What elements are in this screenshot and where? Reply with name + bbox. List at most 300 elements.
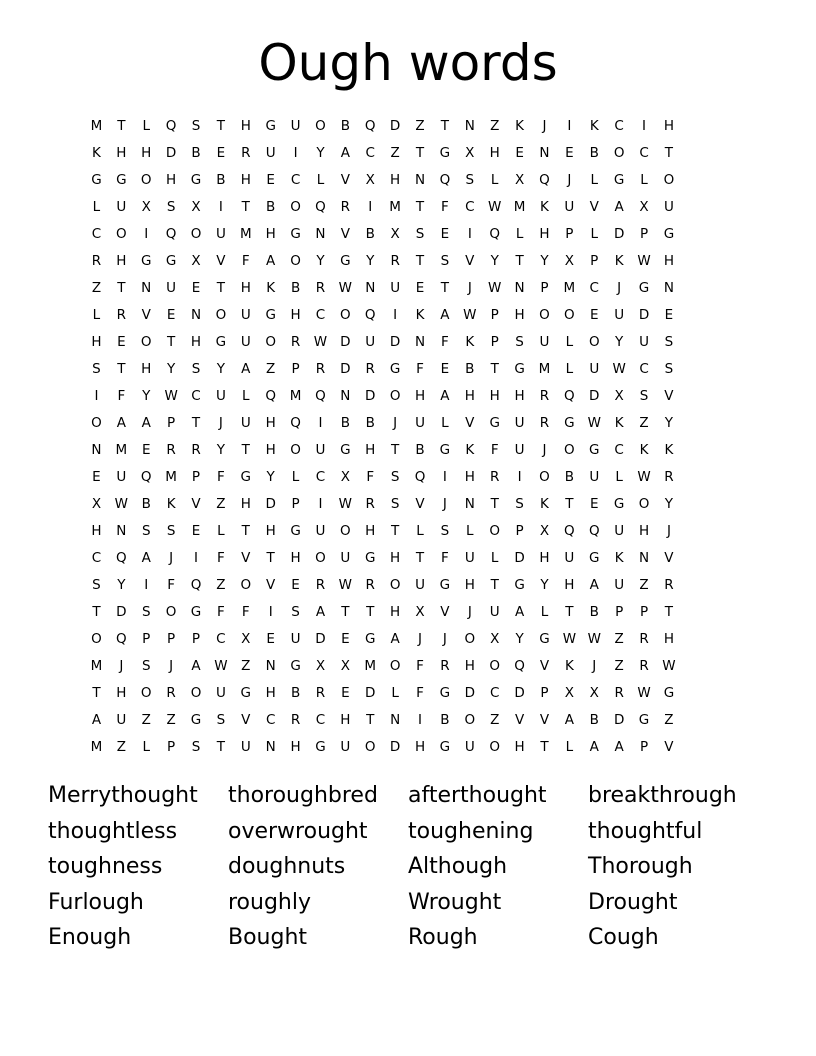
grid-letter: T: [216, 280, 226, 296]
grid-letter: S: [440, 523, 450, 539]
grid-letter: M: [115, 442, 128, 458]
grid-letter: T: [415, 253, 425, 269]
grid-letter: T: [664, 145, 674, 161]
grid-letter: S: [515, 496, 524, 512]
grid-letter: G: [240, 469, 252, 485]
grid-letter: T: [415, 550, 425, 566]
grid-letter: C: [315, 712, 326, 728]
grid-letter: G: [539, 631, 550, 647]
grid-letter: R: [315, 577, 326, 593]
grid-letter: C: [639, 145, 649, 161]
grid-letter: O: [140, 685, 152, 701]
grid-letter: G: [514, 361, 525, 377]
grid-letter: L: [92, 307, 101, 323]
grid-letter: U: [315, 442, 326, 458]
grid-letter: P: [639, 739, 649, 755]
grid-letter: H: [141, 145, 152, 161]
grid-letter: Q: [116, 550, 127, 566]
grid-letter: M: [389, 199, 401, 215]
grid-row: [84, 248, 732, 275]
grid-letter: H: [663, 631, 674, 647]
grid-letter: C: [465, 199, 475, 215]
grid-letter: W: [587, 631, 601, 647]
grid-row: [84, 572, 732, 599]
grid-letter: I: [94, 388, 99, 404]
grid-row: [84, 329, 732, 356]
grid-letter: M: [364, 658, 377, 674]
grid-letter: A: [440, 388, 450, 404]
grid-letter: P: [515, 523, 524, 539]
grid-letter: N: [539, 145, 550, 161]
word-list-item: Merrythought: [48, 783, 198, 808]
grid-letter: Q: [364, 307, 376, 323]
grid-letter: G: [489, 415, 500, 431]
grid-letter: G: [389, 361, 401, 377]
grid-letter: X: [614, 388, 624, 404]
grid-row: [84, 464, 732, 491]
grid-letter: N: [390, 712, 401, 728]
grid-letter: W: [338, 577, 353, 593]
grid-letter: N: [414, 172, 426, 188]
grid-letter: I: [318, 496, 323, 512]
grid-letter: Q: [290, 415, 301, 431]
grid-letter: E: [440, 226, 450, 242]
grid-letter: U: [215, 226, 226, 242]
grid-letter: U: [415, 577, 425, 593]
grid-letter: Y: [316, 253, 325, 269]
grid-letter: H: [464, 658, 475, 674]
grid-letter: G: [365, 550, 376, 566]
grid-letter: P: [565, 226, 574, 242]
grid-letter: U: [614, 307, 625, 323]
grid-letter: A: [564, 712, 574, 728]
grid-letter: H: [290, 307, 301, 323]
grid-letter: D: [116, 604, 127, 620]
grid-letter: Z: [216, 577, 226, 593]
grid-letter: G: [116, 172, 127, 188]
grid-letter: R: [91, 253, 102, 269]
grid-letter: T: [92, 685, 101, 701]
grid-letter: Z: [390, 145, 400, 161]
grid-letter: I: [642, 118, 647, 134]
grid-letter: U: [464, 550, 475, 566]
grid-letter: Z: [91, 280, 102, 296]
grid-letter: P: [167, 415, 176, 431]
grid-letter: Q: [315, 388, 326, 404]
grid-letter: S: [390, 469, 400, 485]
grid-letter: G: [190, 712, 202, 728]
grid-letter: H: [240, 118, 251, 134]
grid-letter: A: [589, 739, 599, 755]
grid-letter: L: [142, 118, 150, 134]
word-list-item: thoroughbred: [228, 783, 378, 808]
grid-letter: T: [366, 604, 375, 620]
grid-letter: W: [214, 658, 228, 674]
grid-letter: W: [612, 361, 626, 377]
grid-letter: I: [368, 199, 373, 215]
grid-letter: Q: [165, 226, 177, 242]
grid-letter: X: [91, 496, 102, 512]
grid-letter: D: [315, 631, 326, 647]
grid-letter: C: [315, 469, 326, 485]
word-list-item: thoughtful: [588, 818, 703, 844]
grid-letter: P: [191, 631, 201, 647]
grid-letter: Z: [614, 658, 624, 674]
grid-letter: O: [389, 658, 401, 674]
grid-letter: S: [92, 577, 101, 593]
grid-letter: Q: [116, 631, 127, 647]
word-list-item: Enough: [48, 925, 132, 951]
grid-letter: J: [442, 496, 447, 512]
grid-letter: G: [290, 523, 301, 539]
grid-letter: L: [416, 523, 424, 539]
grid-letter: S: [415, 226, 425, 242]
grid-letter: X: [390, 226, 400, 242]
grid-letter: E: [216, 145, 226, 161]
grid-letter: N: [638, 550, 650, 566]
grid-letter: A: [116, 415, 126, 431]
grid-letter: R: [290, 712, 301, 728]
grid-letter: D: [613, 226, 625, 242]
grid-letter: Q: [414, 469, 426, 485]
grid-letter: P: [167, 739, 176, 755]
grid-letter: O: [489, 739, 501, 755]
grid-letter: T: [117, 118, 126, 134]
grid-letter: V: [514, 712, 525, 728]
grid-letter: C: [191, 388, 201, 404]
grid-letter: I: [418, 712, 423, 728]
grid-letter: A: [241, 361, 251, 377]
grid-letter: P: [615, 604, 624, 620]
grid-letter: H: [265, 685, 276, 701]
grid-letter: W: [463, 307, 477, 323]
grid-letter: N: [91, 442, 102, 458]
grid-letter: J: [169, 550, 174, 566]
grid-letter: O: [165, 604, 177, 620]
grid-letter: W: [562, 631, 577, 647]
grid-row: [84, 437, 732, 464]
grid-letter: O: [265, 334, 276, 350]
grid-letter: H: [489, 388, 500, 404]
grid-letter: O: [364, 739, 376, 755]
grid-letter: G: [340, 442, 351, 458]
grid-letter: K: [266, 280, 276, 296]
word-list-item: thoughtless: [48, 818, 178, 844]
word-list-item: toughening: [408, 818, 534, 844]
grid-letter: Y: [664, 415, 674, 431]
grid-letter: I: [218, 199, 223, 215]
grid-letter: D: [613, 712, 625, 728]
grid-row: [84, 275, 732, 302]
grid-letter: O: [140, 172, 152, 188]
grid-letter: S: [191, 118, 201, 134]
grid-letter: O: [389, 577, 401, 593]
grid-letter: Y: [366, 253, 375, 269]
grid-letter: O: [638, 496, 650, 512]
grid-letter: G: [663, 226, 675, 242]
grid-letter: F: [441, 550, 449, 566]
grid-letter: Y: [117, 577, 126, 593]
word-list-item: roughly: [228, 889, 312, 915]
grid-letter: X: [141, 199, 151, 215]
grid-letter: M: [90, 739, 103, 755]
grid-letter: X: [315, 658, 326, 674]
grid-letter: X: [564, 685, 574, 701]
grid-letter: L: [316, 172, 325, 188]
grid-letter: U: [290, 118, 301, 134]
grid-letter: U: [663, 199, 674, 215]
grid-row: [84, 383, 732, 410]
grid-letter: F: [241, 253, 250, 269]
grid-letter: H: [564, 577, 575, 593]
grid-letter: E: [266, 172, 275, 188]
grid-letter: N: [365, 280, 376, 296]
grid-letter: D: [464, 685, 475, 701]
grid-letter: G: [190, 604, 202, 620]
grid-letter: R: [315, 280, 326, 296]
grid-letter: T: [391, 442, 400, 458]
grid-letter: R: [315, 685, 326, 701]
grid-letter: H: [390, 172, 401, 188]
grid-letter: W: [637, 253, 651, 269]
grid-letter: U: [639, 334, 649, 350]
grid-letter: L: [291, 469, 300, 485]
grid-letter: C: [639, 361, 649, 377]
grid-letter: T: [166, 334, 176, 350]
grid-letter: H: [464, 469, 475, 485]
grid-letter: E: [266, 631, 275, 647]
grid-letter: R: [241, 145, 251, 161]
grid-letter: B: [340, 118, 350, 134]
grid-letter: H: [414, 739, 426, 755]
grid-letter: Y: [540, 253, 549, 269]
grid-letter: V: [465, 253, 475, 269]
grid-letter: L: [640, 172, 648, 188]
grid-letter: Z: [490, 118, 500, 134]
grid-letter: V: [266, 577, 276, 593]
grid-letter: O: [489, 523, 501, 539]
grid-letter: R: [664, 469, 674, 485]
grid-letter: T: [490, 577, 499, 593]
grid-row: [84, 140, 732, 167]
grid-letter: T: [490, 496, 499, 512]
grid-letter: T: [415, 199, 425, 215]
grid-letter: O: [663, 172, 675, 188]
grid-letter: U: [240, 334, 251, 350]
grid-letter: H: [116, 145, 127, 161]
grid-letter: U: [589, 469, 600, 485]
grid-letter: U: [614, 577, 625, 593]
grid-letter: G: [91, 172, 102, 188]
grid-letter: J: [592, 658, 597, 674]
grid-letter: A: [589, 577, 599, 593]
grid-letter: U: [514, 442, 525, 458]
grid-letter: F: [241, 604, 250, 620]
grid-letter: O: [613, 145, 625, 161]
grid-letter: X: [539, 523, 550, 539]
grid-letter: T: [440, 280, 450, 296]
grid-letter: A: [340, 145, 350, 161]
grid-letter: U: [290, 631, 301, 647]
grid-letter: E: [565, 145, 574, 161]
grid-letter: E: [191, 523, 201, 539]
grid-letter: I: [517, 469, 522, 485]
grid-letter: H: [166, 172, 177, 188]
grid-letter: C: [216, 631, 226, 647]
grid-letter: H: [539, 226, 550, 242]
grid-letter: S: [440, 253, 450, 269]
grid-letter: O: [588, 334, 600, 350]
grid-letter: U: [589, 361, 600, 377]
grid-letter: D: [389, 118, 401, 134]
grid-letter: B: [365, 415, 375, 431]
grid-letter: T: [241, 199, 250, 215]
grid-letter: L: [565, 739, 574, 755]
grid-letter: R: [390, 253, 400, 269]
grid-letter: H: [240, 280, 251, 296]
grid-letter: G: [165, 253, 177, 269]
grid-letter: S: [291, 604, 300, 620]
grid-letter: H: [539, 550, 550, 566]
grid-letter: D: [638, 307, 650, 323]
grid-letter: K: [564, 658, 574, 674]
grid-letter: F: [217, 604, 225, 620]
word-list-item: Drought: [588, 889, 678, 915]
grid-letter: Z: [141, 712, 151, 728]
grid-letter: D: [265, 496, 276, 512]
grid-letter: J: [666, 523, 671, 539]
grid-letter: H: [390, 550, 401, 566]
grid-letter: P: [639, 604, 649, 620]
grid-letter: F: [490, 442, 499, 458]
grid-row: [84, 356, 732, 383]
grid-letter: H: [414, 388, 426, 404]
grid-letter: H: [464, 577, 475, 593]
grid-letter: F: [416, 361, 424, 377]
grid-letter: Z: [639, 577, 649, 593]
grid-letter: L: [565, 361, 574, 377]
grid-letter: Y: [316, 145, 325, 161]
grid-letter: F: [167, 577, 175, 593]
grid-letter: G: [439, 577, 451, 593]
grid-letter: I: [194, 550, 198, 566]
grid-letter: G: [638, 712, 650, 728]
grid-letter: Y: [166, 361, 176, 377]
grid-letter: O: [464, 712, 476, 728]
grid-letter: K: [614, 253, 624, 269]
grid-letter: V: [465, 415, 475, 431]
grid-letter: V: [589, 199, 599, 215]
grid-letter: L: [217, 523, 225, 539]
grid-letter: Y: [540, 577, 549, 593]
word-list-item: toughness: [48, 854, 163, 880]
grid-letter: M: [563, 280, 576, 296]
grid-letter: G: [365, 631, 376, 647]
word-list-item: breakthrough: [588, 783, 737, 808]
grid-row: [84, 518, 732, 545]
word-list-item: Although: [408, 854, 508, 880]
grid-letter: T: [540, 739, 549, 755]
grid-letter: H: [514, 739, 525, 755]
grid-letter: G: [340, 253, 351, 269]
grid-letter: O: [315, 550, 326, 566]
grid-letter: K: [92, 145, 101, 161]
grid-letter: N: [340, 388, 351, 404]
grid-letter: H: [265, 442, 276, 458]
grid-row: [84, 302, 732, 329]
grid-letter: V: [241, 712, 251, 728]
grid-letter: J: [418, 631, 423, 647]
grid-letter: B: [141, 496, 151, 512]
grid-letter: W: [488, 199, 502, 215]
grid-letter: U: [240, 307, 251, 323]
grid-letter: Q: [265, 388, 276, 404]
grid-letter: V: [539, 658, 550, 674]
grid-letter: C: [91, 226, 102, 242]
grid-letter: H: [464, 388, 475, 404]
grid-letter: M: [165, 469, 177, 485]
grid-letter: L: [590, 172, 599, 188]
grid-letter: V: [340, 172, 350, 188]
grid-letter: V: [440, 604, 450, 620]
grid-letter: R: [614, 685, 624, 701]
grid-letter: L: [490, 550, 499, 566]
grid-letter: J: [393, 415, 398, 431]
grid-letter: F: [117, 388, 126, 404]
grid-letter: E: [664, 307, 674, 323]
grid-letter: H: [240, 172, 251, 188]
grid-letter: D: [589, 388, 600, 404]
grid-letter: Z: [664, 712, 674, 728]
grid-letter: X: [365, 172, 375, 188]
grid-letter: G: [140, 253, 152, 269]
grid-letter: D: [365, 388, 376, 404]
grid-letter: S: [166, 199, 176, 215]
grid-letter: U: [265, 145, 276, 161]
grid-letter: S: [92, 361, 101, 377]
grid-row: [84, 599, 732, 626]
grid-letter: Y: [615, 334, 624, 350]
grid-letter: Q: [190, 577, 202, 593]
grid-letter: I: [393, 307, 398, 323]
grid-letter: S: [191, 361, 201, 377]
grid-letter: I: [442, 469, 447, 485]
grid-letter: A: [614, 199, 624, 215]
grid-letter: K: [166, 496, 176, 512]
grid-letter: H: [91, 523, 102, 539]
grid-letter: U: [240, 415, 251, 431]
grid-letter: T: [216, 118, 226, 134]
grid-letter: R: [290, 334, 301, 350]
grid-letter: L: [242, 388, 250, 404]
grid-letter: N: [514, 280, 525, 296]
grid-letter: C: [589, 280, 599, 296]
grid-letter: K: [664, 442, 674, 458]
grid-letter: Q: [489, 226, 501, 242]
grid-letter: O: [340, 523, 351, 539]
grid-letter: B: [465, 361, 475, 377]
grid-letter: H: [514, 388, 525, 404]
grid-letter: U: [539, 334, 550, 350]
word-list: [48, 778, 788, 956]
grid-letter: B: [415, 442, 425, 458]
grid-letter: K: [465, 442, 475, 458]
grid-letter: A: [141, 550, 151, 566]
grid-letter: X: [191, 199, 201, 215]
grid-letter: W: [114, 496, 129, 512]
grid-letter: X: [191, 253, 201, 269]
grid-letter: F: [217, 550, 225, 566]
